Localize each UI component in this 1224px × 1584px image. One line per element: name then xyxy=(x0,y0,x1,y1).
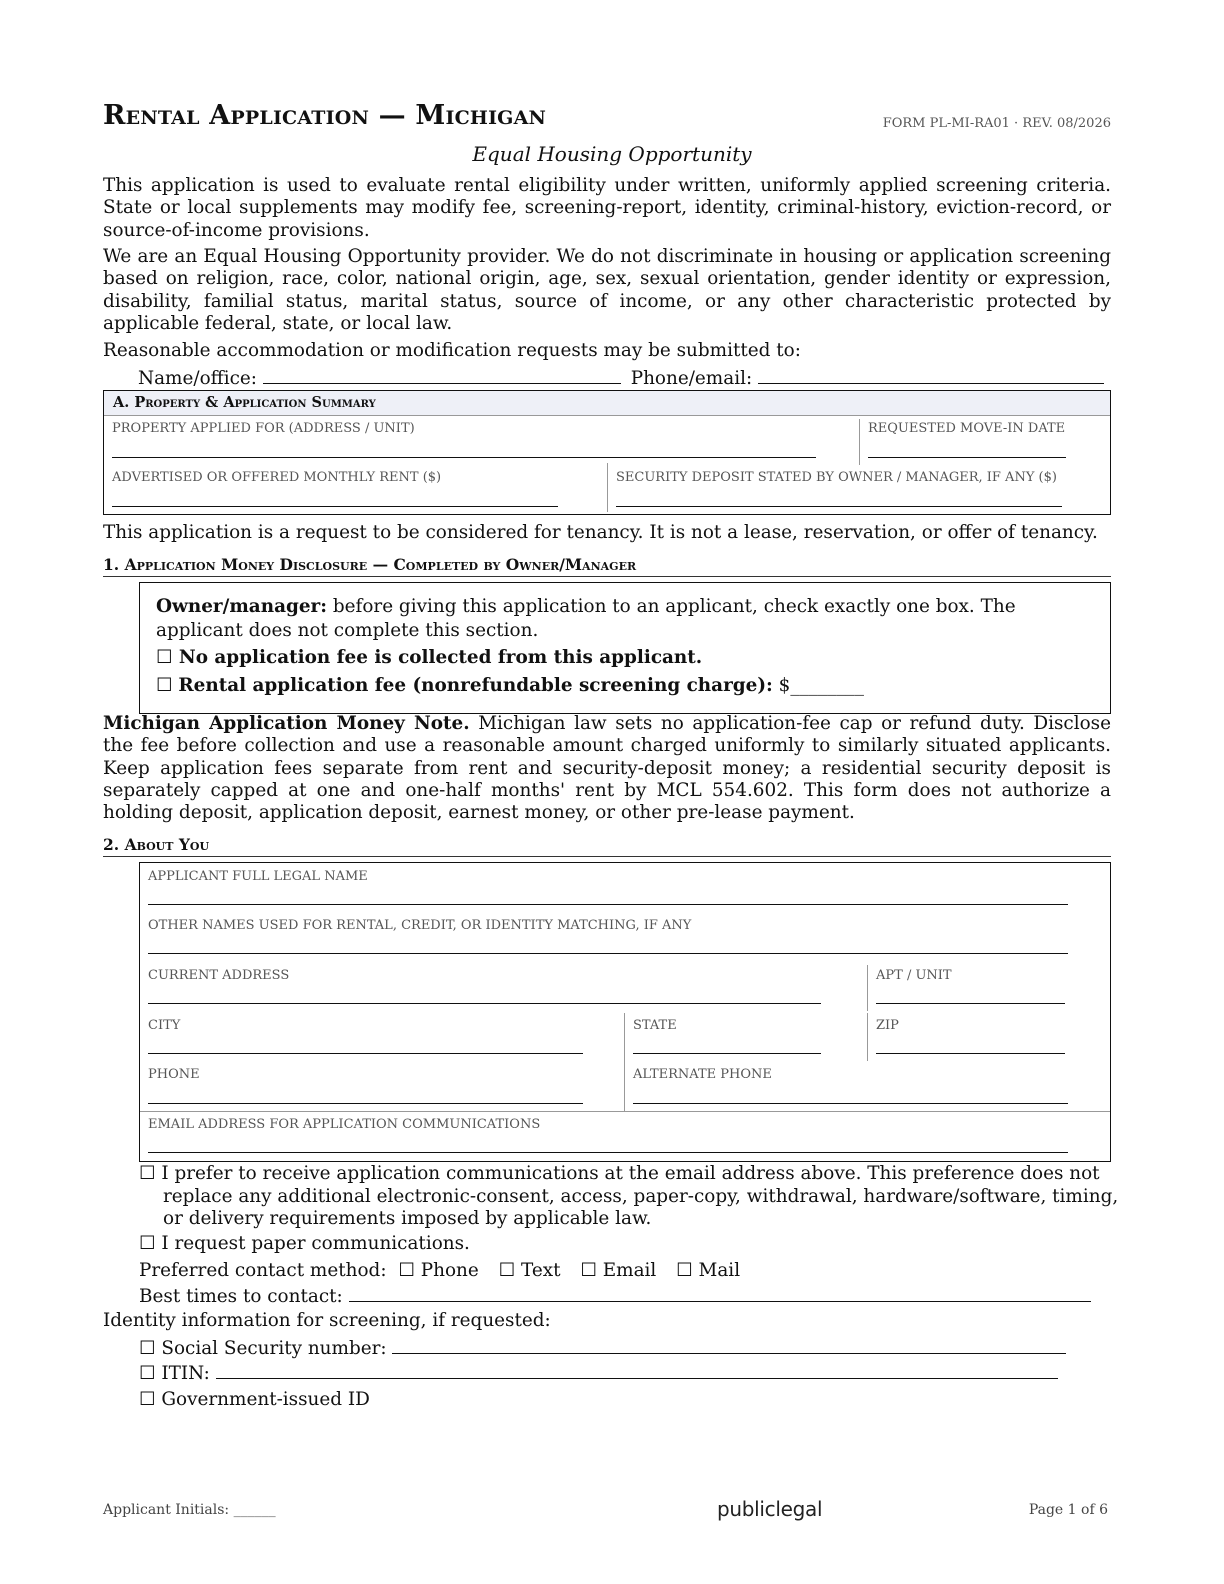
document-title: Rental Application — Michigan xyxy=(103,100,547,131)
subtitle: Equal Housing Opportunity xyxy=(472,142,752,166)
deposit-field[interactable] xyxy=(616,506,1062,507)
best-times-field[interactable] xyxy=(349,1285,1091,1302)
rent-field[interactable] xyxy=(112,506,558,507)
other-names-field[interactable] xyxy=(148,953,1068,954)
itin-field[interactable] xyxy=(216,1362,1058,1379)
email-preference-option[interactable] xyxy=(139,1163,1100,1185)
phone-email-field[interactable] xyxy=(758,367,1104,384)
divider xyxy=(859,419,860,465)
section-1-heading: 1. Application Money Disclosure — Completed by Owner/Manager xyxy=(103,556,1111,577)
section-a-heading: A. Property & Application Summary xyxy=(104,391,1110,416)
divider xyxy=(140,1111,1110,1112)
contact-method-email: Email xyxy=(602,1260,657,1281)
owner-text: before giving this application to an applicant, check exactly one box. The applicant does not complete this section. xyxy=(156,596,1016,641)
address-field[interactable] xyxy=(148,1003,821,1004)
itin-label: ITIN: xyxy=(161,1363,210,1384)
no-fee-option[interactable] xyxy=(156,647,702,669)
name-office-row xyxy=(138,367,1104,390)
zip-label: ZIP xyxy=(876,1018,899,1033)
move-in-field[interactable] xyxy=(868,457,1066,458)
email-field[interactable] xyxy=(148,1152,1068,1153)
contact-method-row xyxy=(139,1260,740,1282)
applicant-initials: Applicant Initials: ______ xyxy=(103,1502,276,1518)
no-fee-label: No application fee is collected from this applicant. xyxy=(178,647,703,668)
divider xyxy=(624,1013,625,1111)
intro-paragraph-2: We are an Equal Housing Opportunity provider. We do not discriminate in housing or application screening based on religion, race, color, national origin, age, sex, sexual orientation, gender identity or expression, disability, familial status, marital status, source of income, or any other characteristic protected by applicable federal, state, or local law. xyxy=(103,246,1111,334)
checkbox[interactable]: ☐ xyxy=(580,1260,597,1281)
property-field[interactable] xyxy=(112,457,816,458)
contact-email-option[interactable] xyxy=(580,1260,656,1281)
ssn-field[interactable] xyxy=(392,1337,1066,1354)
checkbox[interactable]: ☐ xyxy=(139,1338,156,1359)
email-preference-text: or delivery requirements imposed by applicable law. xyxy=(163,1208,652,1229)
email-label: EMAIL ADDRESS FOR APPLICATION COMMUNICATIONS xyxy=(148,1117,541,1132)
checkbox[interactable]: ☐ xyxy=(139,1363,156,1384)
owner-label: Owner/manager: xyxy=(156,596,328,617)
owner-instructions xyxy=(156,595,1096,643)
phone-field[interactable] xyxy=(148,1103,583,1104)
note-title: Michigan Application Money Note. xyxy=(103,713,470,734)
contact-method-mail: Mail xyxy=(698,1260,741,1281)
city-field[interactable] xyxy=(148,1053,583,1054)
email-preference-text: replace any additional electronic-consent, access, paper-copy, withdrawal, hardware/software, timing, xyxy=(163,1186,1119,1207)
other-names-label: OTHER NAMES USED FOR RENTAL, CREDIT, OR IDENTITY MATCHING, IF ANY xyxy=(148,918,692,933)
accommodation-text: Reasonable accommodation or modification requests may be submitted to: xyxy=(103,340,801,361)
fee-disclosure-box xyxy=(139,582,1111,714)
address-label: CURRENT ADDRESS xyxy=(148,968,290,983)
checkbox[interactable]: ☐ xyxy=(156,675,173,696)
identity-heading: Identity information for screening, if requested: xyxy=(103,1310,551,1331)
contact-text-option[interactable] xyxy=(499,1260,561,1281)
property-label: PROPERTY APPLIED FOR (ADDRESS / UNIT) xyxy=(112,421,415,436)
checkbox[interactable]: ☐ xyxy=(139,1389,156,1410)
michigan-note xyxy=(103,713,1111,824)
alt-phone-label: ALTERNATE PHONE xyxy=(633,1067,772,1082)
gov-id-option[interactable] xyxy=(139,1389,370,1411)
divider xyxy=(867,1013,868,1061)
deposit-label: SECURITY DEPOSIT STATED BY OWNER / MANAGER, IF ANY ($) xyxy=(616,470,1057,485)
zip-field[interactable] xyxy=(876,1053,1065,1054)
note-text: Michigan law sets no application-fee cap or refund duty. Disclose the fee before collection and use a reasonable amount charged uniformly to similarly situated applicants. Keep application fees separate from rent and security-deposit money; a residential security deposit is separately capped at one and one-half months' rent by MCL 554.602. This form does not authorize a holding deposit, application deposit, earnest money, or other pre-lease payment. xyxy=(103,713,1111,824)
about-you-box xyxy=(139,862,1111,1162)
full-name-label: APPLICANT FULL LEGAL NAME xyxy=(148,869,368,884)
ssn-label: Social Security number: xyxy=(161,1338,387,1359)
rent-label: ADVERTISED OR OFFERED MONTHLY RENT ($) xyxy=(112,470,442,485)
move-in-label: REQUESTED MOVE-IN DATE xyxy=(868,421,1066,436)
section-2-heading: 2. About You xyxy=(103,836,1111,857)
checkbox[interactable]: ☐ xyxy=(139,1233,156,1254)
fee-option[interactable] xyxy=(156,675,864,697)
page-number: Page 1 of 6 xyxy=(1028,1502,1108,1518)
gov-id-label: Government-issued ID xyxy=(161,1389,370,1410)
alt-phone-field[interactable] xyxy=(633,1103,1068,1104)
checkbox[interactable]: ☐ xyxy=(139,1163,156,1184)
brand-logo: publiclegal xyxy=(717,1497,823,1521)
fee-label: Rental application fee (nonrefundable screening charge): xyxy=(178,675,773,696)
phone-email-label: Phone/email: xyxy=(630,368,753,389)
divider xyxy=(867,965,868,1011)
phone-label: PHONE xyxy=(148,1067,200,1082)
contact-mail-option[interactable] xyxy=(676,1260,740,1281)
state-label: STATE xyxy=(633,1018,677,1033)
divider xyxy=(607,463,608,512)
best-times-row xyxy=(139,1285,1091,1308)
not-lease-notice: This application is a request to be considered for tenancy. It is not a lease, reservation, or offer of tenancy. xyxy=(103,522,1098,543)
intro-paragraph-1: This application is used to evaluate rental eligibility under written, uniformly applied screening criteria. State or local supplements may modify fee, screening-report, identity, criminal-history, eviction-record, or source-of-income provisions. xyxy=(103,175,1111,241)
name-office-field[interactable] xyxy=(263,367,621,384)
apt-label: APT / UNIT xyxy=(876,968,952,983)
itin-option[interactable] xyxy=(139,1362,1058,1385)
contact-method-text: Text xyxy=(521,1260,561,1281)
city-label: CITY xyxy=(148,1018,181,1033)
best-times-label: Best times to contact: xyxy=(139,1286,343,1307)
state-field[interactable] xyxy=(633,1053,821,1054)
property-summary-box xyxy=(103,390,1111,515)
fee-amount-field[interactable]: $________ xyxy=(778,675,864,696)
contact-method-phone: Phone xyxy=(420,1260,479,1281)
form-number: FORM PL-MI-RA01 · REV. 08/2026 xyxy=(882,116,1111,131)
paper-preference-text: I request paper communications. xyxy=(161,1233,470,1254)
checkbox[interactable]: ☐ xyxy=(398,1260,415,1281)
checkbox[interactable]: ☐ xyxy=(676,1260,693,1281)
email-preference-text: I prefer to receive application communications at the email address above. This preference does not xyxy=(161,1163,1100,1184)
paper-preference-option[interactable] xyxy=(139,1233,470,1255)
ssn-option[interactable] xyxy=(139,1337,1066,1360)
checkbox[interactable]: ☐ xyxy=(498,1260,516,1281)
name-office-label: Name/office: xyxy=(138,368,257,389)
contact-phone-option[interactable] xyxy=(398,1260,478,1281)
checkbox[interactable]: ☐ xyxy=(156,647,173,668)
apt-field[interactable] xyxy=(876,1003,1065,1004)
full-name-field[interactable] xyxy=(148,904,1068,905)
contact-method-label: Preferred contact method: xyxy=(139,1260,387,1281)
